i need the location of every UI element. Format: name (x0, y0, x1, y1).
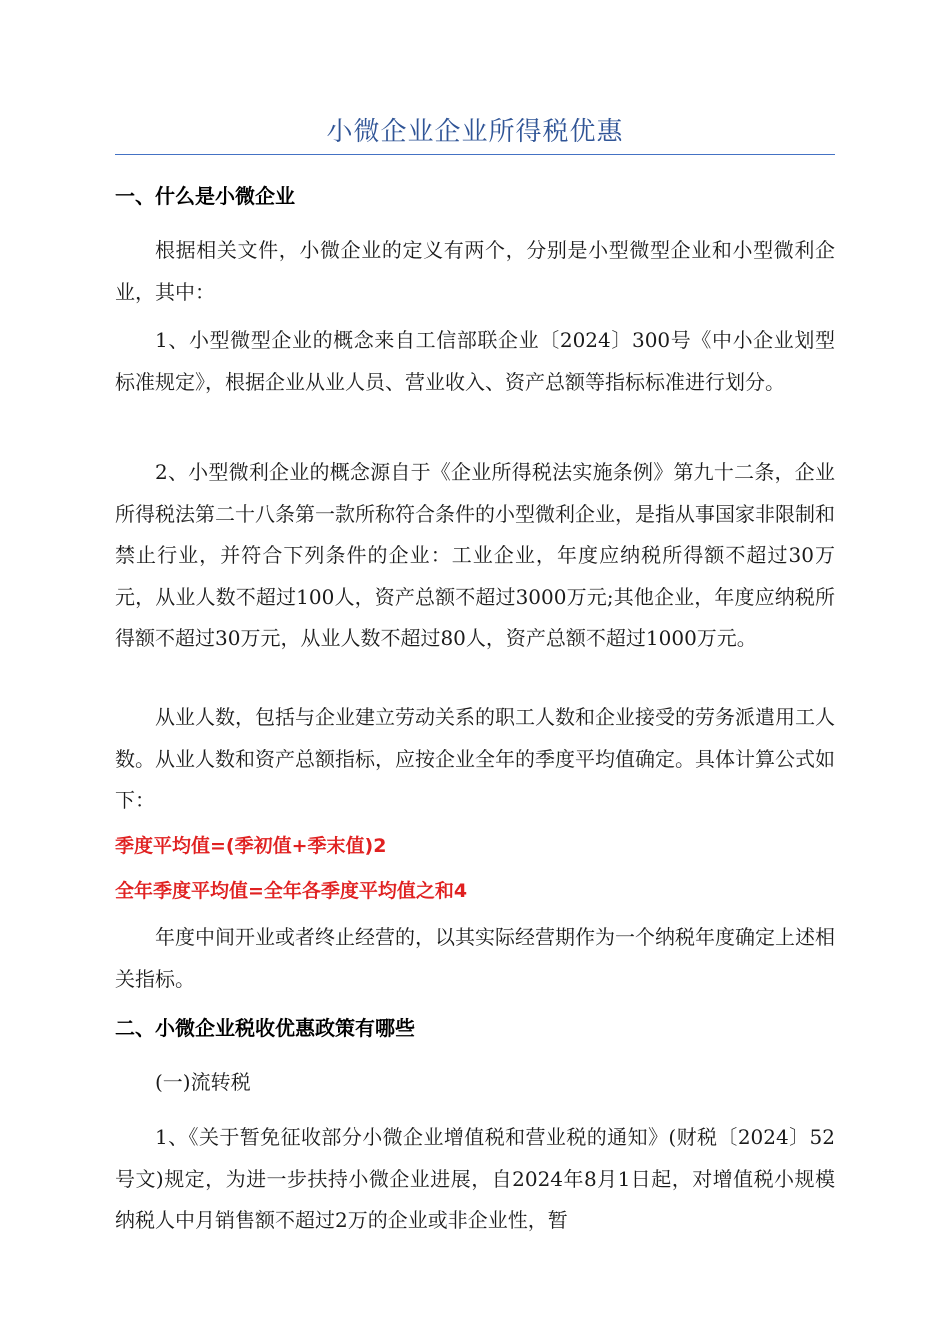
formula-annual-average: 全年季度平均值=全年各季度平均值之和4 (115, 880, 468, 902)
section-2-paragraph-1: 1、《关于暂免征收部分小微企业增值税和营业税的通知》(财税〔2024〕52号文)规定，为进一步扶持小微企业进展，自2024年8月1日起，对增值税小规模纳税人中月销售额不超过2万的企业或非企业性，暂 (115, 1125, 835, 1232)
section-1-paragraph-5: 年度中间开业或者终止经营的，以其实际经营期作为一个纳税年度确定上述相关指标。 (115, 925, 835, 991)
title-underline (115, 154, 835, 155)
document-title: 小微企业企业所得税优惠 (326, 117, 624, 147)
section-1-paragraph-2: 1、小型微型企业的概念来自工信部联企业〔2024〕300号《中小企业划型标准规定》，根据企业从业人员、营业收入、资产总额等指标标准进行划分。 (115, 328, 835, 394)
section-1-paragraph-4: 从业人数，包括与企业建立劳动关系的职工人数和企业接受的劳务派遣用工人数。从业人数和资产总额指标，应按企业全年的季度平均值确定。具体计算公式如下： (115, 705, 835, 812)
section-1-heading: 一、什么是小微企业 (115, 184, 295, 208)
formula-quarterly-average: 季度平均值=(季初值+季末值)2 (115, 835, 387, 857)
section-2-subheading-turnover-tax: (一)流转税 (155, 1070, 251, 1094)
section-2-heading: 二、小微企业税收优惠政策有哪些 (115, 1016, 415, 1040)
section-1-paragraph-3: 2、小型微利企业的概念源自于《企业所得税法实施条例》第九十二条，企业所得税法第二十八条第一款所称符合条件的小型微利企业，是指从事国家非限制和禁止行业，并符合下列条件的企业：工业企业，年度应纳税所得额不超过30万元，从业人数不超过100人，资产总额不超过3000万元;其他企业，年度应纳税所得额不超过30万元，从业人数不超过80人，资产总额不超过1000万元。 (115, 460, 835, 650)
section-1-paragraph-1: 根据相关文件，小微企业的定义有两个，分别是小型微型企业和小型微利企业，其中： (115, 238, 835, 304)
